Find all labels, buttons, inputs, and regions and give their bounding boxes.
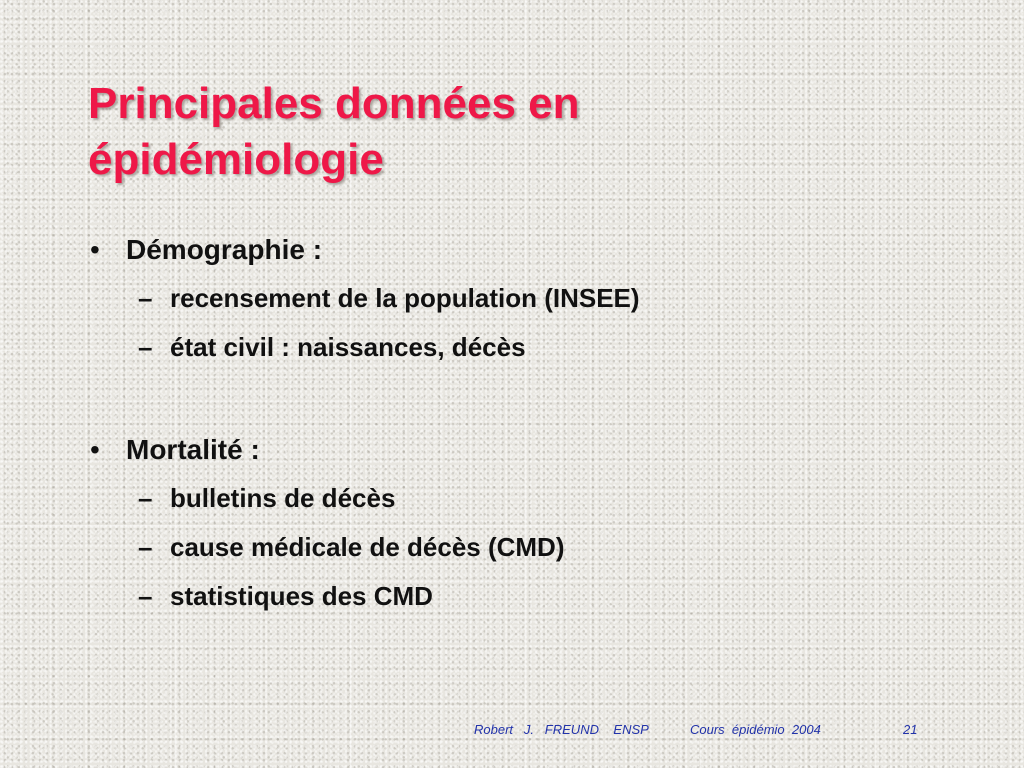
sub-bullet-text: cause médicale de décès (CMD) (170, 532, 565, 562)
dash-marker: – (138, 332, 153, 362)
sub-bullet (88, 572, 948, 621)
dash-marker: – (138, 532, 153, 562)
dash-marker: – (138, 581, 153, 611)
slide-title-line-1: Principales données en (88, 79, 580, 128)
footer-course: Cours épidémio 2004 (690, 722, 821, 737)
bullet-marker: • (90, 434, 100, 465)
slide-title (88, 76, 948, 188)
bullet-marker: • (90, 234, 100, 265)
sub-bullet (88, 523, 948, 572)
sub-bullet (88, 323, 948, 372)
bullet-heading: Démographie : (126, 234, 323, 265)
sub-bullet-text: statistiques des CMD (170, 581, 433, 611)
dash-marker: – (138, 483, 153, 513)
bullet-list (88, 226, 948, 621)
bullet-demographie (88, 226, 948, 274)
footer-author: Robert J. FREUND ENSP (474, 722, 649, 737)
sub-bullet (88, 474, 948, 523)
bullet-heading: Mortalité : (126, 434, 260, 465)
spacer (88, 372, 948, 426)
sub-bullet-text: état civil : naissances, décès (170, 332, 526, 362)
slide-title-line-2: épidémiologie (88, 135, 384, 184)
sub-bullet (88, 274, 948, 323)
bullet-mortalite (88, 426, 948, 474)
sub-bullet-text: bulletins de décès (170, 483, 396, 513)
footer-page-number: 21 (903, 722, 918, 737)
sub-bullet-text: recensement de la population (INSEE) (170, 283, 640, 313)
dash-marker: – (138, 283, 153, 313)
